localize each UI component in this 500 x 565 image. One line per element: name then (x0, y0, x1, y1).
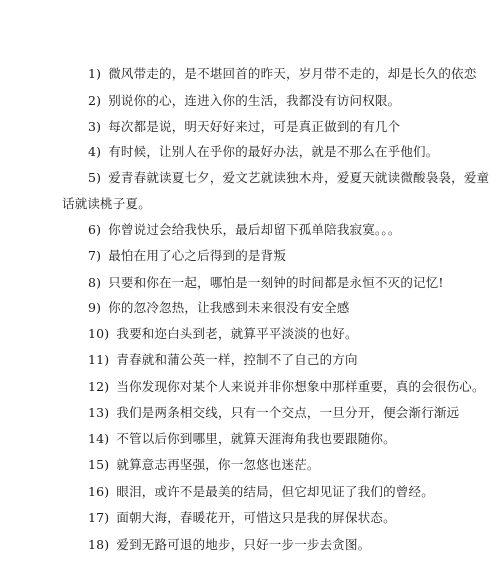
list-item (88, 352, 440, 368)
item-number: 15) (88, 457, 110, 472)
item-number: 12) (88, 379, 110, 394)
item-text: 爱青春就读夏七夕，爱文艺就读独木舟，爱夏天就读微酸袅袅，爱童 (108, 170, 490, 185)
list-item-continuation (62, 196, 440, 212)
list-item (88, 431, 440, 447)
list-item (88, 537, 440, 553)
list-item (88, 222, 440, 238)
item-number: 4) (88, 144, 102, 159)
item-text: 我要和迩白头到老，就算平平淡淡的也好。 (116, 326, 358, 341)
item-text: 每次都是说，明天好好来过，可是真正做到的有几个 (108, 119, 401, 134)
item-text: 面朝大海，春暖花开，可惜这只是我的屏保状态。 (116, 510, 396, 525)
list-item (88, 405, 460, 421)
item-number: 9) (88, 300, 102, 315)
item-number: 14) (88, 431, 110, 446)
item-text: 我们是两条相交线，只有一个交点，一旦分开，便会渐行渐远 (116, 405, 460, 420)
list-item (88, 300, 440, 316)
item-text: 不管以后你到哪里，就算天涯海角我也要跟随你。 (116, 431, 396, 446)
list-item (88, 275, 444, 291)
item-number: 16) (88, 484, 110, 499)
item-number: 18) (88, 537, 110, 552)
item-number: 3) (88, 119, 102, 134)
item-number: 7) (88, 248, 102, 263)
item-text: 青春就和蒲公英一样，控制不了自己的方向 (116, 352, 358, 367)
item-text: 爱到无路可退的地步，只好一步一步去贪图。 (116, 537, 371, 552)
item-text: 微风带走的，是不堪回首的昨天，岁月带不走的，却是长久的依恋 (108, 66, 477, 81)
list-item (88, 170, 490, 186)
list-item (88, 326, 440, 342)
item-number: 17) (88, 510, 110, 525)
item-text: 你的忽冷忽热，让我感到未来很没有安全感 (108, 300, 350, 315)
item-text: 就算意志再坚强，你一忽悠也迷茫。 (116, 457, 320, 472)
list-item (88, 510, 440, 526)
item-text: 当你发现你对某个人来说并非你想象中那样重要，真的会很伤心。 (116, 379, 485, 394)
list-item (88, 144, 440, 160)
list-item (88, 248, 440, 264)
item-text: 别说你的心，连进入你的生活，我都没有访问权限。 (108, 93, 401, 108)
item-text: 有时候，让别人在乎你的最好办法，就是不那么在乎他们。 (108, 144, 439, 159)
item-number: 2) (88, 93, 102, 108)
item-number: 6) (88, 222, 102, 237)
item-text: 最怕在用了心之后得到的是背叛 (108, 248, 287, 263)
list-item (88, 484, 440, 500)
item-number: 1) (88, 66, 102, 81)
list-item (88, 457, 440, 473)
item-number: 8) (88, 275, 102, 290)
item-text: 只要和你在一起，哪怕是一刻钟的时间都是永恒不灭的记忆! (108, 275, 444, 290)
item-text: 眼泪，或许不是最美的结局，但它却见证了我们的曾经。 (116, 484, 434, 499)
item-number: 5) (88, 170, 102, 185)
list-item (88, 93, 440, 109)
item-number: 10) (88, 326, 110, 341)
list-item (88, 379, 485, 395)
list-item (88, 66, 477, 82)
item-text: 话就读桃子夏。 (62, 196, 151, 211)
item-number: 11) (88, 352, 110, 367)
item-number: 13) (88, 405, 110, 420)
item-text: 你曾说过会给我快乐，最后却留下孤单陪我寂寞。。。 (108, 222, 401, 237)
list-item (88, 119, 440, 135)
